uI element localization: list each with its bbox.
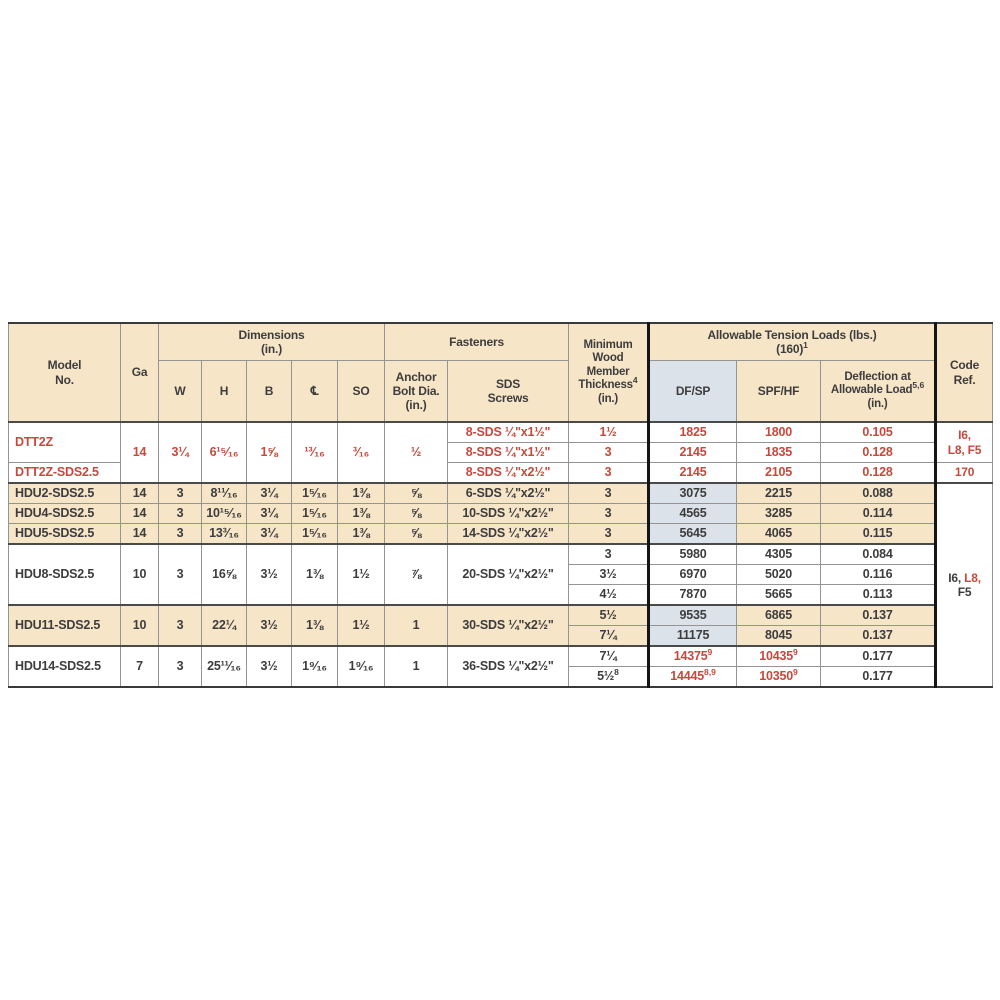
cell-so: 1⅜ (338, 504, 385, 524)
cell-df-sp: 5645 (649, 524, 737, 545)
cell-spf-hf: 8045 (737, 626, 821, 647)
table-row (9, 646, 993, 667)
cell-cl: 1⁹⁄₁₆ (292, 646, 338, 687)
cell-h: 13³⁄₁₆ (202, 524, 247, 545)
cell-min-thickness: 3 (569, 463, 649, 484)
cell-deflection: 0.113 (821, 585, 936, 606)
cell-df-sp: 9535 (649, 605, 737, 626)
cell-h: 10¹⁵⁄₁₆ (202, 504, 247, 524)
cell-sds: 20-SDS ¼"x2½" (448, 544, 569, 605)
table-row (9, 605, 993, 626)
cell-cl: 1⅜ (292, 605, 338, 646)
cell-w: 3 (159, 483, 202, 504)
th-w: W (159, 361, 202, 423)
cell-df-sp: 2145 (649, 443, 737, 463)
cell-min-thickness: 3 (569, 443, 649, 463)
cell-spf-hf: 5665 (737, 585, 821, 606)
cell-ga: 10 (121, 544, 159, 605)
cell-anchor: ⅝ (385, 483, 448, 504)
th-dimensions: Dimensions (in.) (159, 323, 385, 361)
cell-model: DTT2Z (9, 422, 121, 463)
cell-h: 8¹¹⁄₁₆ (202, 483, 247, 504)
cell-ga: 14 (121, 422, 159, 483)
th-allowable-loads: Allowable Tension Loads (lbs.) $(160)^1$ (649, 323, 936, 361)
cell-code-ref: I6, L8, F5 (936, 422, 993, 463)
cell-df-sp: 5980 (649, 544, 737, 565)
cell-ga: 14 (121, 483, 159, 504)
table-row (9, 544, 993, 565)
cell-w: 3 (159, 524, 202, 545)
cell-model: HDU2-SDS2.5 (9, 483, 121, 504)
cell-deflection: 0.105 (821, 422, 936, 443)
th-code-ref: Code Ref. (936, 323, 993, 422)
th-h: H (202, 361, 247, 423)
cell-spf-hf: 5020 (737, 565, 821, 585)
table-row (9, 422, 993, 443)
cell-df-sp: 14445$^{8,9}$ (649, 667, 737, 688)
cell-model: DTT2Z-SDS2.5 (9, 463, 121, 484)
cell-deflection: 0.116 (821, 565, 936, 585)
cell-code-ref: 170 (936, 463, 993, 484)
cell-w: 3¼ (159, 422, 202, 483)
cell-ga: 10 (121, 605, 159, 646)
cell-sds: 8-SDS ¼"x1½" (448, 422, 569, 443)
cell-df-sp: 1825 (649, 422, 737, 443)
cell-so: 1½ (338, 605, 385, 646)
cell-w: 3 (159, 544, 202, 605)
cell-df-sp: 14375$^9$ (649, 646, 737, 667)
cell-w: 3 (159, 605, 202, 646)
cell-spf-hf: 6865 (737, 605, 821, 626)
cell-sds: 8-SDS ¼"x2½" (448, 463, 569, 484)
cell-min-thickness: 7¼ (569, 646, 649, 667)
cell-df-sp: 2145 (649, 463, 737, 484)
cell-spf-hf: 3285 (737, 504, 821, 524)
cell-spf-hf: 1835 (737, 443, 821, 463)
cell-cl: ¹³⁄₁₆ (292, 422, 338, 483)
cell-deflection: 0.088 (821, 483, 936, 504)
cell-min-thickness: 5½$^8$ (569, 667, 649, 688)
th-anchor-bolt: Anchor Bolt Dia. (in.) (385, 361, 448, 423)
cell-spf-hf: 2215 (737, 483, 821, 504)
cell-deflection: 0.137 (821, 605, 936, 626)
th-model: Model No. (9, 323, 121, 422)
cell-min-thickness: 1½ (569, 422, 649, 443)
cell-min-thickness: 3 (569, 504, 649, 524)
cell-min-thickness: 7¼ (569, 626, 649, 647)
cell-deflection: 0.128 (821, 443, 936, 463)
cell-model: HDU8-SDS2.5 (9, 544, 121, 605)
cell-deflection: 0.084 (821, 544, 936, 565)
cell-w: 3 (159, 646, 202, 687)
cell-df-sp: 7870 (649, 585, 737, 606)
cell-min-thickness: 5½ (569, 605, 649, 626)
cell-min-thickness: 3 (569, 524, 649, 545)
cell-cl: 1⁵⁄₁₆ (292, 524, 338, 545)
cell-sds: 10-SDS ¼"x2½" (448, 504, 569, 524)
cell-min-thickness: 3 (569, 544, 649, 565)
cell-deflection: 0.114 (821, 504, 936, 524)
cell-df-sp: 3075 (649, 483, 737, 504)
cell-anchor: ⅝ (385, 524, 448, 545)
cell-cl: 1⁵⁄₁₆ (292, 483, 338, 504)
th-centerline: ℄ (292, 361, 338, 423)
cell-h: 6¹⁵⁄₁₆ (202, 422, 247, 483)
cell-model: HDU4-SDS2.5 (9, 504, 121, 524)
cell-ga: 7 (121, 646, 159, 687)
cell-cl: 1⁵⁄₁₆ (292, 504, 338, 524)
th-fasteners: Fasteners (385, 323, 569, 361)
cell-so: 1⁹⁄₁₆ (338, 646, 385, 687)
th-so: SO (338, 361, 385, 423)
th-deflection: Deflection at Allowable Load$^{5,6}$ (in.) (821, 361, 936, 423)
cell-so: ³⁄₁₆ (338, 422, 385, 483)
cell-df-sp: 6970 (649, 565, 737, 585)
cell-spf-hf: 10435$^9$ (737, 646, 821, 667)
cell-w: 3 (159, 504, 202, 524)
cell-cl: 1⅜ (292, 544, 338, 605)
cell-deflection: 0.177 (821, 667, 936, 688)
th-b: B (247, 361, 292, 423)
cell-min-thickness: 4½ (569, 585, 649, 606)
cell-spf-hf: 4305 (737, 544, 821, 565)
cell-b: 3½ (247, 605, 292, 646)
cell-h: 16⅝ (202, 544, 247, 605)
cell-so: 1½ (338, 544, 385, 605)
cell-df-sp: 11175 (649, 626, 737, 647)
cell-anchor: ⅞ (385, 544, 448, 605)
cell-model: HDU5-SDS2.5 (9, 524, 121, 545)
cell-deflection: 0.115 (821, 524, 936, 545)
cell-anchor: 1 (385, 605, 448, 646)
table-row (9, 483, 993, 504)
cell-ga: 14 (121, 524, 159, 545)
cell-spf-hf: 10350$^9$ (737, 667, 821, 688)
cell-anchor: ½ (385, 422, 448, 483)
table-header (9, 323, 993, 422)
cell-b: 3½ (247, 646, 292, 687)
table-row (9, 504, 993, 524)
cell-anchor: 1 (385, 646, 448, 687)
cell-b: 3¼ (247, 504, 292, 524)
cell-so: 1⅜ (338, 524, 385, 545)
cell-deflection: 0.137 (821, 626, 936, 647)
cell-model: HDU11-SDS2.5 (9, 605, 121, 646)
cell-sds: 8-SDS ¼"x1½" (448, 443, 569, 463)
th-ga: Ga (121, 323, 159, 422)
cell-so: 1⅜ (338, 483, 385, 504)
cell-anchor: ⅝ (385, 504, 448, 524)
th-spf-hf: SPF/HF (737, 361, 821, 423)
cell-h: 22¼ (202, 605, 247, 646)
cell-spf-hf: 1800 (737, 422, 821, 443)
cell-sds: 36-SDS ¼"x2½" (448, 646, 569, 687)
th-min-thickness: Minimum Wood Member Thickness$^4$ (in.) (569, 323, 649, 422)
cell-b: 1⅝ (247, 422, 292, 483)
cell-h: 25¹¹⁄₁₆ (202, 646, 247, 687)
cell-sds: 30-SDS ¼"x2½" (448, 605, 569, 646)
th-sds-screws: SDS Screws (448, 361, 569, 423)
table-body (9, 422, 993, 687)
cell-min-thickness: 3 (569, 483, 649, 504)
cell-spf-hf: 4065 (737, 524, 821, 545)
cell-ga: 14 (121, 504, 159, 524)
th-df-sp: DF/SP (649, 361, 737, 423)
cell-b: 3¼ (247, 483, 292, 504)
cell-min-thickness: 3½ (569, 565, 649, 585)
cell-sds: 14-SDS ¼"x2½" (448, 524, 569, 545)
cell-deflection: 0.177 (821, 646, 936, 667)
cell-sds: 6-SDS ¼"x2½" (448, 483, 569, 504)
cell-b: 3½ (247, 544, 292, 605)
cell-model: HDU14-SDS2.5 (9, 646, 121, 687)
cell-b: 3¼ (247, 524, 292, 545)
cell-code-ref: I6, L8, F5 (936, 483, 993, 687)
cell-df-sp: 4565 (649, 504, 737, 524)
cell-spf-hf: 2105 (737, 463, 821, 484)
holdown-spec-table (8, 322, 993, 688)
cell-deflection: 0.128 (821, 463, 936, 484)
table-row (9, 524, 993, 545)
